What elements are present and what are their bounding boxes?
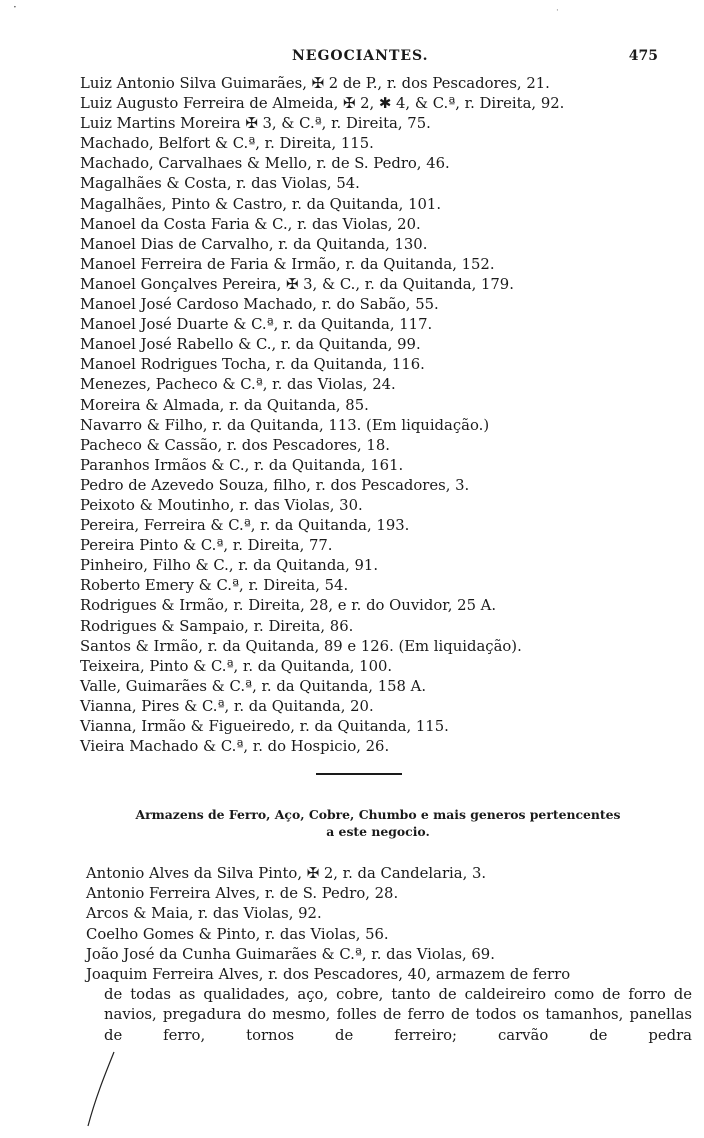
list-item: Antonio Ferreira Alves, r. de S. Pedro, 28.: [86, 885, 399, 903]
list-item: [86, 965, 692, 1046]
list-item: Machado, Carvalhaes & Mello, r. de S. Pedro, 46.: [80, 155, 450, 173]
list-item: João José da Cunha Guimarães & C.ª, r. das Violas, 69.: [86, 945, 495, 963]
section-heading-line: Armazens de Ferro, Aço, Cobre, Chumbo e mais generos pertencentes: [135, 807, 621, 822]
list-item: Valle, Guimarães & C.ª, r. da Quitanda, 158 A.: [80, 677, 427, 695]
list-item: Pereira, Ferreira & C.ª, r. da Quitanda, 193.: [80, 517, 410, 535]
running-title: NEGOCIANTES.: [292, 48, 429, 64]
list-item: Rodrigues & Sampaio, r. Direita, 86.: [80, 617, 354, 635]
page-number: 475: [628, 48, 658, 64]
list-item: Manoel Rodrigues Tocha, r. da Quitanda, 116.: [80, 356, 425, 374]
section-heading: [72, 806, 684, 840]
list-item: Pinheiro, Filho & C., r. da Quitanda, 91.: [80, 557, 379, 575]
list-item: Vianna, Pires & C.ª, r. da Quitanda, 20.: [80, 697, 374, 715]
section-divider: [316, 773, 402, 775]
list-item: Arcos & Maia, r. das Violas, 92.: [86, 905, 322, 923]
list-item: Pacheco & Cassão, r. dos Pescadores, 18.: [80, 436, 390, 454]
margin-mark: ·: [556, 6, 559, 16]
list-item: Pedro de Azevedo Souza, filho, r. dos Pescadores, 3.: [80, 476, 470, 494]
page-header: [0, 44, 704, 72]
list-item: Manoel José Duarte & C.ª, r. da Quitanda, 117.: [80, 316, 433, 334]
list-item: Manoel Ferreira de Faria & Irmão, r. da Quitanda, 152.: [80, 255, 495, 273]
list-item: Magalhães, Pinto & Castro, r. da Quitanda, 101.: [80, 195, 442, 213]
list-item: Moreira & Almada, r. da Quitanda, 85.: [80, 396, 369, 414]
list-item: Luiz Martins Moreira ✠ 3, & C.ª, r. Direita, 75.: [80, 115, 431, 133]
list-item: Antonio Alves da Silva Pinto, ✠ 2, r. da Candelaria, 3.: [86, 865, 487, 882]
list-item: Manoel José Cardoso Machado, r. do Sabão, 55.: [80, 296, 439, 314]
list-item: Pereira Pinto & C.ª, r. Direita, 77.: [80, 537, 333, 555]
armazens-list: [86, 864, 692, 1046]
section-heading-line: a este negocio.: [326, 824, 430, 839]
list-item: Coelho Gomes & Pinto, r. das Violas, 56.: [86, 925, 389, 943]
list-item: Vieira Machado & C.ª, r. do Hospicio, 26.: [80, 738, 390, 756]
list-item: Luiz Antonio Silva Guimarães, ✠ 2 de P., r. dos Pescadores, 21.: [80, 75, 550, 92]
list-item: Manoel Dias de Carvalho, r. da Quitanda, 130.: [80, 235, 428, 253]
list-item: Santos & Irmão, r. da Quitanda, 89 e 126. (Em liquidação).: [80, 637, 522, 655]
entry-continuation: de todas as qualidades, aço, cobre, tanto de caldeireiro como de forro de navios, pregadura do mesmo, folles de ferro de todos os tamanhos, panellas de ferro, tornos de ferreiro; carvão de pedra: [104, 986, 692, 1044]
list-item: Manoel Gonçalves Pereira, ✠ 3, & C., r. da Quitanda, 179.: [80, 275, 514, 293]
list-item: Menezes, Pacheco & C.ª, r. das Violas, 24.: [80, 376, 396, 394]
list-item: Machado, Belfort & C.ª, r. Direita, 115.: [80, 135, 374, 153]
list-item: Teixeira, Pinto & C.ª, r. da Quitanda, 100.: [80, 657, 393, 675]
margin-mark: ·: [13, 0, 17, 14]
list-item: Magalhães & Costa, r. das Violas, 54.: [80, 175, 360, 193]
list-item: Navarro & Filho, r. da Quitanda, 113. (Em liquidação.): [80, 416, 490, 434]
list-item: Roberto Emery & C.ª, r. Direita, 54.: [80, 577, 349, 595]
merchant-list: [80, 74, 670, 757]
pen-stroke-mark: [84, 1050, 124, 1130]
list-item: Vianna, Irmão & Figueiredo, r. da Quitanda, 115.: [80, 718, 449, 735]
list-item: Rodrigues & Irmão, r. Direita, 28, e r. do Ouvidor, 25 A.: [80, 597, 497, 615]
list-item: Manoel José Rabello & C., r. da Quitanda, 99.: [80, 336, 421, 354]
list-item: Peixoto & Moutinho, r. das Violas, 30.: [80, 496, 363, 514]
list-item: Paranhos Irmãos & C., r. da Quitanda, 161.: [80, 456, 404, 474]
list-item: Luiz Augusto Ferreira de Almeida, ✠ 2, ✱ 4, & C.ª, r. Direita, 92.: [80, 95, 565, 113]
list-item: Manoel da Costa Faria & C., r. das Violas, 20.: [80, 215, 421, 233]
entry-first-line: Joaquim Ferreira Alves, r. dos Pescadores, 40, armazem de ferro: [86, 966, 571, 984]
